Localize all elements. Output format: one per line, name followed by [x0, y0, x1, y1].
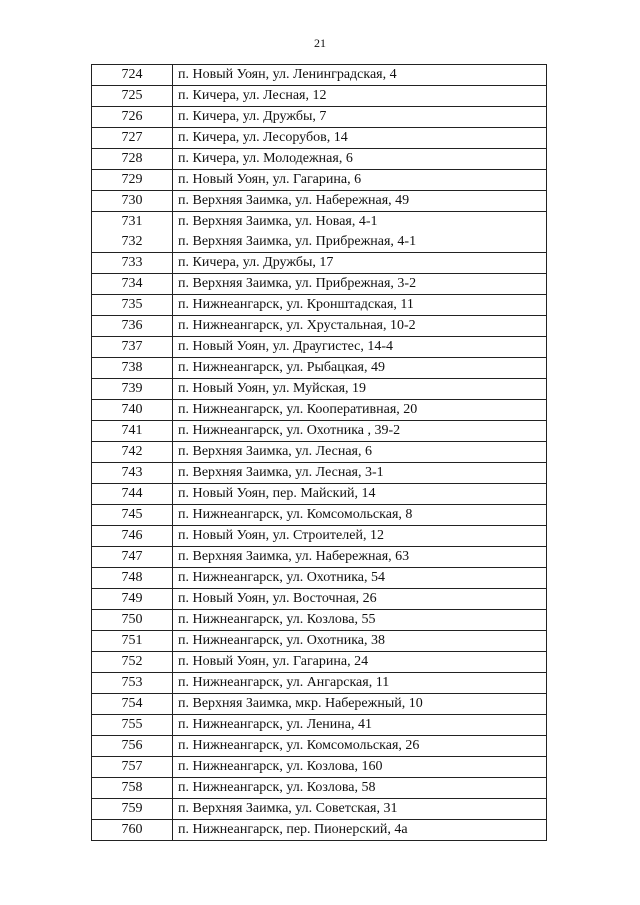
- row-number: 732: [121, 234, 143, 249]
- address-text: п. Кичера, ул. Лесорубов, 14: [178, 130, 348, 145]
- row-number-cell: [92, 757, 173, 778]
- table-row: [92, 358, 547, 379]
- address-cell: [173, 295, 547, 316]
- row-number: 724: [121, 67, 143, 82]
- row-number-cell: [92, 736, 173, 757]
- row-number-cell: [92, 128, 173, 149]
- row-number: 746: [121, 528, 143, 543]
- table-row: [92, 715, 547, 736]
- row-number: 750: [121, 612, 143, 627]
- address-cell: [173, 274, 547, 295]
- table-row: [92, 337, 547, 358]
- address-text: п. Нижнеангарск, ул. Кронштадская, 11: [178, 297, 414, 312]
- row-number-cell: [92, 610, 173, 631]
- address-cell: [173, 715, 547, 736]
- address-table: [91, 64, 547, 841]
- table-row: [92, 589, 547, 610]
- table-row: [92, 253, 547, 274]
- address-text: п. Новый Уоян, ул. Гагарина, 6: [178, 172, 362, 187]
- address-text: п. Нижнеангарск, ул. Комсомольская, 26: [178, 738, 420, 753]
- row-number: 760: [121, 822, 143, 837]
- row-number: 741: [121, 423, 143, 438]
- address-cell: [173, 757, 547, 778]
- row-number-cell: [92, 673, 173, 694]
- row-number-cell: [92, 694, 173, 715]
- row-number: 737: [121, 339, 143, 354]
- address-cell: [173, 442, 547, 463]
- row-number: 757: [121, 759, 143, 774]
- address-text: п. Нижнеангарск, ул. Козлова, 55: [178, 612, 376, 627]
- address-cell: [173, 463, 547, 484]
- address-text: п. Нижнеангарск, ул. Ангарская, 11: [178, 675, 390, 690]
- table-row: [92, 191, 547, 212]
- table-row: [92, 631, 547, 652]
- table-row: [92, 107, 547, 128]
- row-number-cell: [92, 337, 173, 358]
- address-text: п. Новый Уоян, ул. Драугистес, 14-4: [178, 339, 394, 354]
- address-cell: [173, 65, 547, 86]
- address-cell: [173, 526, 547, 547]
- address-text: п. Нижнеангарск, ул. Козлова, 160: [178, 759, 383, 774]
- row-number: 729: [121, 172, 143, 187]
- address-text: п. Нижнеангарск, пер. Пионерский, 4а: [178, 822, 408, 837]
- address-cell: [173, 128, 547, 149]
- row-number: 745: [121, 507, 143, 522]
- row-number-cell: [92, 442, 173, 463]
- address-cell: [173, 820, 547, 841]
- address-text: п. Верхняя Заимка, ул. Лесная, 3-1: [178, 465, 384, 480]
- address-cell: [173, 191, 547, 212]
- address-text: п. Верхняя Заимка, мкр. Набережный, 10: [178, 696, 423, 711]
- address-text: п. Верхняя Заимка, ул. Советская, 31: [178, 801, 398, 816]
- row-number-cell: [92, 65, 173, 86]
- address-cell: [173, 107, 547, 128]
- row-number: 756: [121, 738, 143, 753]
- address-text: п. Нижнеангарск, ул. Охотника , 39-2: [178, 423, 401, 438]
- row-number: 728: [121, 151, 143, 166]
- row-number-cell: [92, 715, 173, 736]
- address-text: п. Верхняя Заимка, ул. Лесная, 6: [178, 444, 372, 459]
- address-text: п. Кичера, ул. Дружбы, 17: [178, 255, 334, 270]
- row-number-cell: [92, 631, 173, 652]
- row-number: 733: [121, 255, 143, 270]
- table-row: [92, 673, 547, 694]
- row-number-cell: [92, 379, 173, 400]
- address-cell: [173, 799, 547, 820]
- table-row: [92, 170, 547, 191]
- row-number-cell: [92, 568, 173, 589]
- table-row: [92, 547, 547, 568]
- address-text: п. Новый Уоян, ул. Муйская, 19: [178, 381, 367, 396]
- address-text: п. Кичера, ул. Молодежная, 6: [178, 151, 353, 166]
- address-cell: [173, 631, 547, 652]
- row-number-cell: [92, 778, 173, 799]
- table-row: [92, 379, 547, 400]
- row-number-cell: [92, 526, 173, 547]
- address-text: п. Верхняя Заимка, ул. Прибрежная, 3-2: [178, 276, 417, 291]
- row-number-cell: [92, 107, 173, 128]
- row-number: 739: [121, 381, 143, 396]
- address-text: п. Верхняя Заимка, ул. Новая, 4-1: [178, 214, 378, 229]
- table-row: [92, 212, 547, 253]
- address-text: п. Новый Уоян, пер. Майский, 14: [178, 486, 376, 501]
- row-number: 754: [121, 696, 143, 711]
- row-number-cell: [92, 212, 173, 253]
- table-row: [92, 463, 547, 484]
- address-text: п. Нижнеангарск, ул. Кооперативная, 20: [178, 402, 418, 417]
- row-number: 731: [121, 214, 143, 229]
- row-number-cell: [92, 547, 173, 568]
- address-table-body: [92, 65, 547, 841]
- address-text: п. Нижнеангарск, ул. Охотника, 38: [178, 633, 385, 648]
- row-number: 751: [121, 633, 143, 648]
- address-cell: [173, 652, 547, 673]
- row-number-cell: [92, 799, 173, 820]
- table-row: [92, 316, 547, 337]
- row-number-cell: [92, 86, 173, 107]
- address-text: п. Верхняя Заимка, ул. Прибрежная, 4-1: [178, 234, 417, 249]
- row-number: 755: [121, 717, 143, 732]
- row-number: 735: [121, 297, 143, 312]
- address-cell: [173, 358, 547, 379]
- row-number-cell: [92, 149, 173, 170]
- row-number: 758: [121, 780, 143, 795]
- address-cell: [173, 694, 547, 715]
- address-cell: [173, 778, 547, 799]
- table-row: [92, 400, 547, 421]
- address-cell: [173, 421, 547, 442]
- address-cell: [173, 589, 547, 610]
- address-text: п. Новый Уоян, ул. Строителей, 12: [178, 528, 384, 543]
- row-number: 752: [121, 654, 143, 669]
- address-cell: [173, 316, 547, 337]
- row-number: 727: [121, 130, 143, 145]
- row-number: 749: [121, 591, 143, 606]
- table-row: [92, 652, 547, 673]
- address-cell: [173, 400, 547, 421]
- address-text: п. Кичера, ул. Дружбы, 7: [178, 109, 327, 124]
- table-row: [92, 149, 547, 170]
- table-row: [92, 442, 547, 463]
- row-number-cell: [92, 589, 173, 610]
- address-cell: [173, 379, 547, 400]
- address-cell: [173, 610, 547, 631]
- address-text: п. Нижнеангарск, ул. Охотника, 54: [178, 570, 385, 585]
- address-cell: [173, 337, 547, 358]
- address-text: п. Новый Уоян, ул. Гагарина, 24: [178, 654, 369, 669]
- address-text: п. Нижнеангарск, ул. Козлова, 58: [178, 780, 376, 795]
- row-number-cell: [92, 170, 173, 191]
- row-number: 734: [121, 276, 143, 291]
- address-cell: [173, 568, 547, 589]
- address-text: п. Кичера, ул. Лесная, 12: [178, 88, 327, 103]
- row-number: 753: [121, 675, 143, 690]
- address-cell: [173, 212, 547, 253]
- address-text: п. Новый Уоян, ул. Восточная, 26: [178, 591, 377, 606]
- table-row: [92, 421, 547, 442]
- table-row: [92, 295, 547, 316]
- row-number: 736: [121, 318, 143, 333]
- row-number: 748: [121, 570, 143, 585]
- address-cell: [173, 149, 547, 170]
- address-cell: [173, 86, 547, 107]
- row-number-cell: [92, 400, 173, 421]
- row-number: 740: [121, 402, 143, 417]
- row-number: 759: [121, 801, 143, 816]
- table-row: [92, 778, 547, 799]
- address-cell: [173, 253, 547, 274]
- address-text: п. Нижнеангарск, ул. Комсомольская, 8: [178, 507, 413, 522]
- table-row: [92, 274, 547, 295]
- table-row: [92, 526, 547, 547]
- address-cell: [173, 736, 547, 757]
- row-number: 743: [121, 465, 143, 480]
- address-text: п. Верхняя Заимка, ул. Набережная, 49: [178, 193, 410, 208]
- address-cell: [173, 484, 547, 505]
- row-number-cell: [92, 274, 173, 295]
- table-row: [92, 820, 547, 841]
- address-text: п. Новый Уоян, ул. Ленинградская, 4: [178, 67, 397, 82]
- table-row: [92, 128, 547, 149]
- row-number: 742: [121, 444, 143, 459]
- row-number: 730: [121, 193, 143, 208]
- table-row: [92, 799, 547, 820]
- table-row: [92, 757, 547, 778]
- table-row: [92, 86, 547, 107]
- row-number-cell: [92, 421, 173, 442]
- row-number: 726: [121, 109, 143, 124]
- address-cell: [173, 673, 547, 694]
- row-number-cell: [92, 295, 173, 316]
- table-row: [92, 694, 547, 715]
- address-text: п. Нижнеангарск, ул. Рыбацкая, 49: [178, 360, 385, 375]
- table-row: [92, 484, 547, 505]
- row-number: 738: [121, 360, 143, 375]
- row-number-cell: [92, 253, 173, 274]
- address-text: п. Верхняя Заимка, ул. Набережная, 63: [178, 549, 410, 564]
- row-number: 747: [121, 549, 143, 564]
- row-number-cell: [92, 484, 173, 505]
- row-number-cell: [92, 463, 173, 484]
- table-row: [92, 505, 547, 526]
- table-row: [92, 65, 547, 86]
- row-number-cell: [92, 820, 173, 841]
- row-number-cell: [92, 652, 173, 673]
- table-row: [92, 568, 547, 589]
- row-number-cell: [92, 191, 173, 212]
- table-row: [92, 736, 547, 757]
- row-number: 725: [121, 88, 143, 103]
- row-number-cell: [92, 505, 173, 526]
- address-cell: [173, 547, 547, 568]
- address-text: п. Нижнеангарск, ул. Хрустальная, 10-2: [178, 318, 416, 333]
- row-number-cell: [92, 358, 173, 379]
- address-text: п. Нижнеангарск, ул. Ленина, 41: [178, 717, 372, 732]
- page-number: 21: [314, 36, 326, 50]
- table-row: [92, 610, 547, 631]
- address-cell: [173, 505, 547, 526]
- address-cell: [173, 170, 547, 191]
- row-number-cell: [92, 316, 173, 337]
- row-number: 744: [121, 486, 143, 501]
